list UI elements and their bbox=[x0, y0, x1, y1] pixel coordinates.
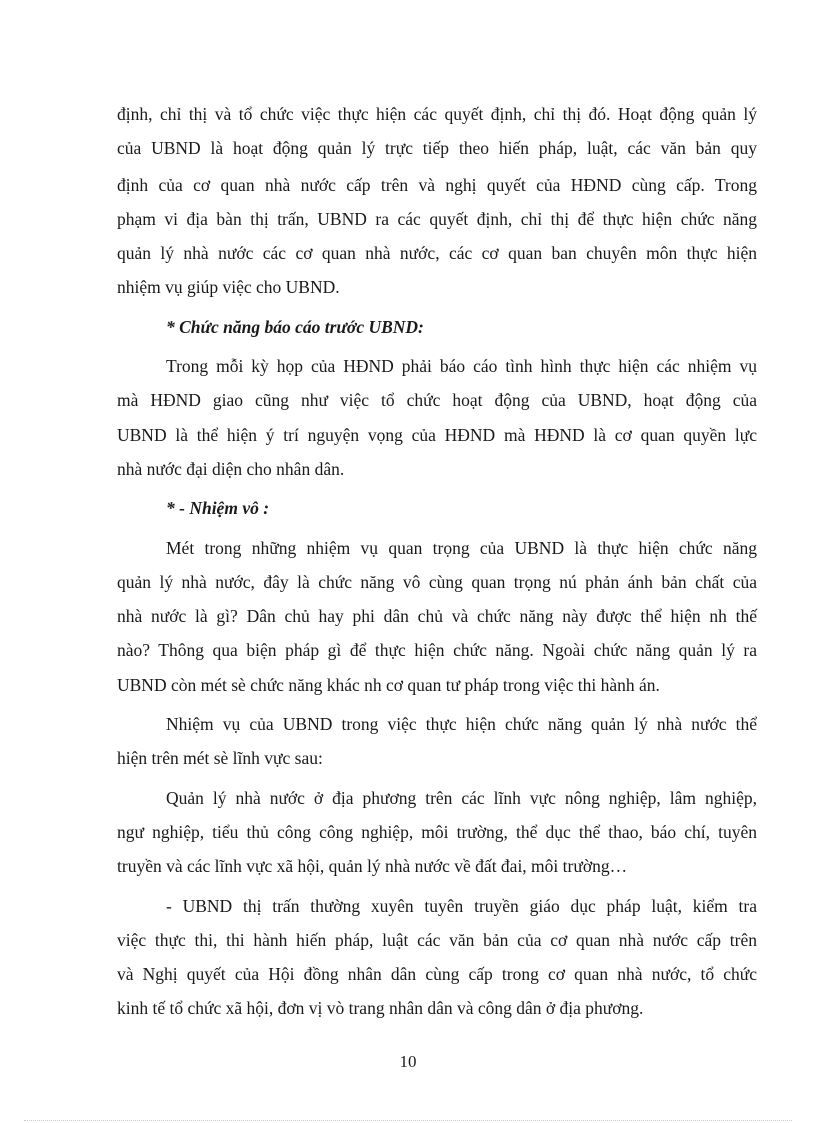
text-line: nhà nước đại diện cho nhân dân. bbox=[117, 458, 345, 479]
text-line: ngư nghiệp, tiểu thủ công công nghiệp, môi trường, thể dục thể thao, báo chí, tuyên bbox=[117, 821, 757, 842]
text-line: UBND là thể hiện ý trí nguyện vọng của HĐND mà HĐND là cơ quan quyền lực bbox=[117, 424, 757, 445]
text-line: phạm vi địa bàn thị trấn, UBND ra các quyết định, chỉ thị để thực hiện chức năng bbox=[117, 208, 757, 229]
text-line: quản lý nhà nước các cơ quan nhà nước, các cơ quan ban chuyên môn thực hiện bbox=[117, 243, 757, 264]
text-line: - UBND thị trấn thường xuyên tuyên truyền giáo dục pháp luật, kiểm tra bbox=[166, 895, 757, 916]
text-line: nào? Thông qua biện pháp gì để thực hiện chức năng. Ngoài chức năng quản lý ra bbox=[117, 640, 757, 661]
text-line: quản lý nhà nước, đây là chức năng vô cùng quan trọng nú phản ánh bản chất của bbox=[117, 571, 757, 592]
text-line: định của cơ quan nhà nước cấp trên và nghị quyết của HĐND cùng cấp. Trong bbox=[117, 174, 757, 195]
text-line: UBND còn mét sè chức năng khác nh cơ quan tư pháp trong việc thi hành án. bbox=[117, 674, 660, 695]
document-body bbox=[117, 97, 757, 1026]
paragraph-5 bbox=[117, 781, 757, 884]
text-line: nhà nước là gì? Dân chủ hay phi dân chủ và chức năng này được thể hiện nh thế bbox=[117, 606, 757, 627]
text-line: Quản lý nhà nước ở địa phương trên các lĩnh vực nông nghiệp, lâm nghiệp, bbox=[166, 787, 757, 808]
page-number: 10 bbox=[399, 1052, 417, 1071]
text-line: việc thực thi, thi hành hiến pháp, luật các văn bản của cơ quan nhà nước cấp trên bbox=[117, 929, 757, 950]
text-line: Mét trong những nhiệm vụ quan trọng của UBND là thực hiện chức năng bbox=[166, 537, 757, 558]
paragraph-6 bbox=[117, 889, 757, 1026]
paragraph-3 bbox=[117, 531, 757, 702]
paragraph-4 bbox=[117, 707, 757, 776]
text-line: kinh tế tổ chức xã hội, đơn vị vò trang nhân dân và công dân ở địa phương. bbox=[117, 998, 644, 1019]
text-line: và Nghị quyết của Hội đồng nhân dân cùng cấp trong cơ quan nhà nước, tổ chức bbox=[117, 964, 757, 985]
paragraph-1 bbox=[117, 97, 757, 305]
paragraph-2 bbox=[117, 349, 757, 486]
section-heading-duties: * - Nhiệm vô : bbox=[166, 498, 270, 519]
text-line: nhiệm vụ giúp việc cho UBND. bbox=[117, 277, 340, 298]
text-line: mà HĐND giao cũng như việc tổ chức hoạt động của UBND, hoạt động của bbox=[117, 390, 757, 411]
text-line: Trong mỗi kỳ họp của HĐND phải báo cáo tình hình thực hiện các nhiệm vụ bbox=[166, 356, 757, 377]
text-line: của UBND là hoạt động quản lý trực tiếp theo hiến pháp, luật, các văn bản quy bbox=[117, 138, 757, 159]
section-heading-report-function: * Chức năng báo cáo trước UBND: bbox=[166, 316, 424, 337]
page-bottom-divider bbox=[24, 1120, 792, 1121]
text-line: Nhiệm vụ của UBND trong việc thực hiện chức năng quản lý nhà nước thể bbox=[166, 714, 757, 735]
text-line: hiện trên mét sè lĩnh vực sau: bbox=[117, 748, 323, 769]
text-line: định, chỉ thị và tổ chức việc thực hiện các quyết định, chỉ thị đó. Hoạt động quản lý bbox=[117, 104, 757, 124]
text-line: truyền và các lĩnh vực xã hội, quản lý nhà nước về đất đai, môi trường… bbox=[117, 856, 628, 877]
